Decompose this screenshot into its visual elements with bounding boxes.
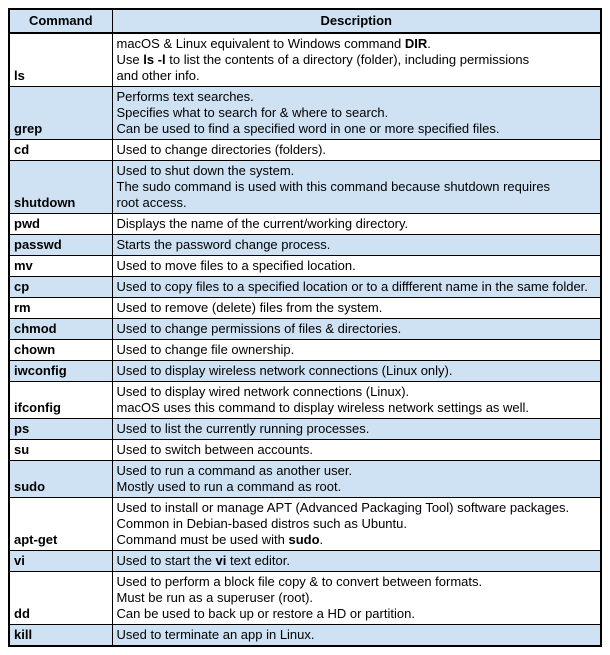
command-cell: vi bbox=[9, 551, 112, 572]
column-header-command: Command bbox=[9, 9, 112, 33]
description-cell bbox=[112, 319, 601, 340]
description-line: Can be used to back up or restore a HD or partition. bbox=[116, 606, 415, 621]
command-cell: apt-get bbox=[9, 498, 112, 551]
description-cell bbox=[112, 87, 601, 140]
command-cell: shutdown bbox=[9, 161, 112, 214]
column-header-description: Description bbox=[112, 9, 601, 33]
description-line: Displays the name of the current/working directory. bbox=[116, 216, 409, 231]
description-line: Used to terminate an app in Linux. bbox=[116, 627, 315, 642]
description-cell bbox=[112, 33, 601, 87]
command-cell: grep bbox=[9, 87, 112, 140]
description-cell bbox=[112, 382, 601, 419]
table-row bbox=[9, 319, 601, 340]
table-body bbox=[9, 33, 601, 646]
description-line: Used to move files to a specified location. bbox=[116, 258, 356, 273]
description-line: Command must be used with sudo. bbox=[116, 532, 324, 547]
table-row bbox=[9, 235, 601, 256]
description-cell bbox=[112, 572, 601, 625]
description-cell bbox=[112, 161, 601, 214]
command-cell: ps bbox=[9, 419, 112, 440]
description-cell bbox=[112, 419, 601, 440]
description-cell bbox=[112, 461, 601, 498]
command-cell: ls bbox=[9, 33, 112, 87]
command-cell: mv bbox=[9, 256, 112, 277]
table-row bbox=[9, 361, 601, 382]
command-cell: chmod bbox=[9, 319, 112, 340]
command-cell: chown bbox=[9, 340, 112, 361]
table-row bbox=[9, 214, 601, 235]
table-header bbox=[9, 9, 601, 33]
description-cell bbox=[112, 440, 601, 461]
command-cell: dd bbox=[9, 572, 112, 625]
description-cell bbox=[112, 361, 601, 382]
description-line: Used to display wired network connections (Linux). bbox=[116, 384, 410, 399]
table-row bbox=[9, 277, 601, 298]
description-cell bbox=[112, 235, 601, 256]
header-row bbox=[9, 9, 601, 33]
description-cell bbox=[112, 498, 601, 551]
table-row bbox=[9, 256, 601, 277]
table-row bbox=[9, 382, 601, 419]
description-cell bbox=[112, 214, 601, 235]
description-line: Used to switch between accounts. bbox=[116, 442, 314, 457]
description-line: root access. bbox=[116, 195, 187, 210]
table-row bbox=[9, 140, 601, 161]
description-line: Specifies what to search for & where to search. bbox=[116, 105, 389, 120]
table-row bbox=[9, 33, 601, 87]
description-line: Starts the password change process. bbox=[116, 237, 331, 252]
description-line: and other info. bbox=[116, 68, 200, 83]
table-row bbox=[9, 440, 601, 461]
table-row bbox=[9, 298, 601, 319]
command-cell: iwconfig bbox=[9, 361, 112, 382]
description-line: Use ls -l to list the contents of a directory (folder), including permissions bbox=[116, 52, 530, 67]
commands-table bbox=[8, 8, 602, 647]
description-line: macOS uses this command to display wireless network settings as well. bbox=[116, 400, 530, 415]
description-line: Used to start the vi text editor. bbox=[116, 553, 290, 568]
description-cell bbox=[112, 340, 601, 361]
description-line: Used to install or manage APT (Advanced Packaging Tool) software packages. bbox=[116, 500, 570, 515]
command-cell: ifconfig bbox=[9, 382, 112, 419]
description-line: Used to shut down the system. bbox=[116, 163, 295, 178]
description-line: Used to change permissions of files & directories. bbox=[116, 321, 402, 336]
description-line: The sudo command is used with this command because shutdown requires bbox=[116, 179, 551, 194]
table-row bbox=[9, 340, 601, 361]
description-line: Used to list the currently running processes. bbox=[116, 421, 370, 436]
command-cell: su bbox=[9, 440, 112, 461]
table-row bbox=[9, 161, 601, 214]
description-cell bbox=[112, 140, 601, 161]
description-line: macOS & Linux equivalent to Windows command DIR. bbox=[116, 36, 431, 51]
command-cell: rm bbox=[9, 298, 112, 319]
command-cell: passwd bbox=[9, 235, 112, 256]
description-line: Used to copy files to a specified location or to a diffferent name in the same folder. bbox=[116, 279, 588, 294]
description-cell bbox=[112, 277, 601, 298]
description-line: Can be used to find a specified word in one or more specified files. bbox=[116, 121, 500, 136]
command-cell: pwd bbox=[9, 214, 112, 235]
table-row bbox=[9, 87, 601, 140]
table-row bbox=[9, 498, 601, 551]
description-cell bbox=[112, 256, 601, 277]
description-line: Common in Debian-based distros such as Ubuntu. bbox=[116, 516, 407, 531]
table-row bbox=[9, 551, 601, 572]
table-row bbox=[9, 572, 601, 625]
command-cell: cd bbox=[9, 140, 112, 161]
table-row bbox=[9, 461, 601, 498]
description-cell bbox=[112, 298, 601, 319]
description-line: Mostly used to run a command as root. bbox=[116, 479, 342, 494]
description-line: Performs text searches. bbox=[116, 89, 254, 104]
description-cell bbox=[112, 551, 601, 572]
command-cell: cp bbox=[9, 277, 112, 298]
description-line: Used to change file ownership. bbox=[116, 342, 295, 357]
command-cell: sudo bbox=[9, 461, 112, 498]
table-row bbox=[9, 625, 601, 647]
description-line: Used to run a command as another user. bbox=[116, 463, 353, 478]
description-line: Used to display wireless network connections (Linux only). bbox=[116, 363, 453, 378]
table-row bbox=[9, 419, 601, 440]
description-line: Must be run as a superuser (root). bbox=[116, 590, 314, 605]
command-cell: kill bbox=[9, 625, 112, 647]
description-line: Used to perform a block file copy & to convert between formats. bbox=[116, 574, 483, 589]
description-cell bbox=[112, 625, 601, 647]
description-line: Used to remove (delete) files from the system. bbox=[116, 300, 383, 315]
description-line: Used to change directories (folders). bbox=[116, 142, 327, 157]
